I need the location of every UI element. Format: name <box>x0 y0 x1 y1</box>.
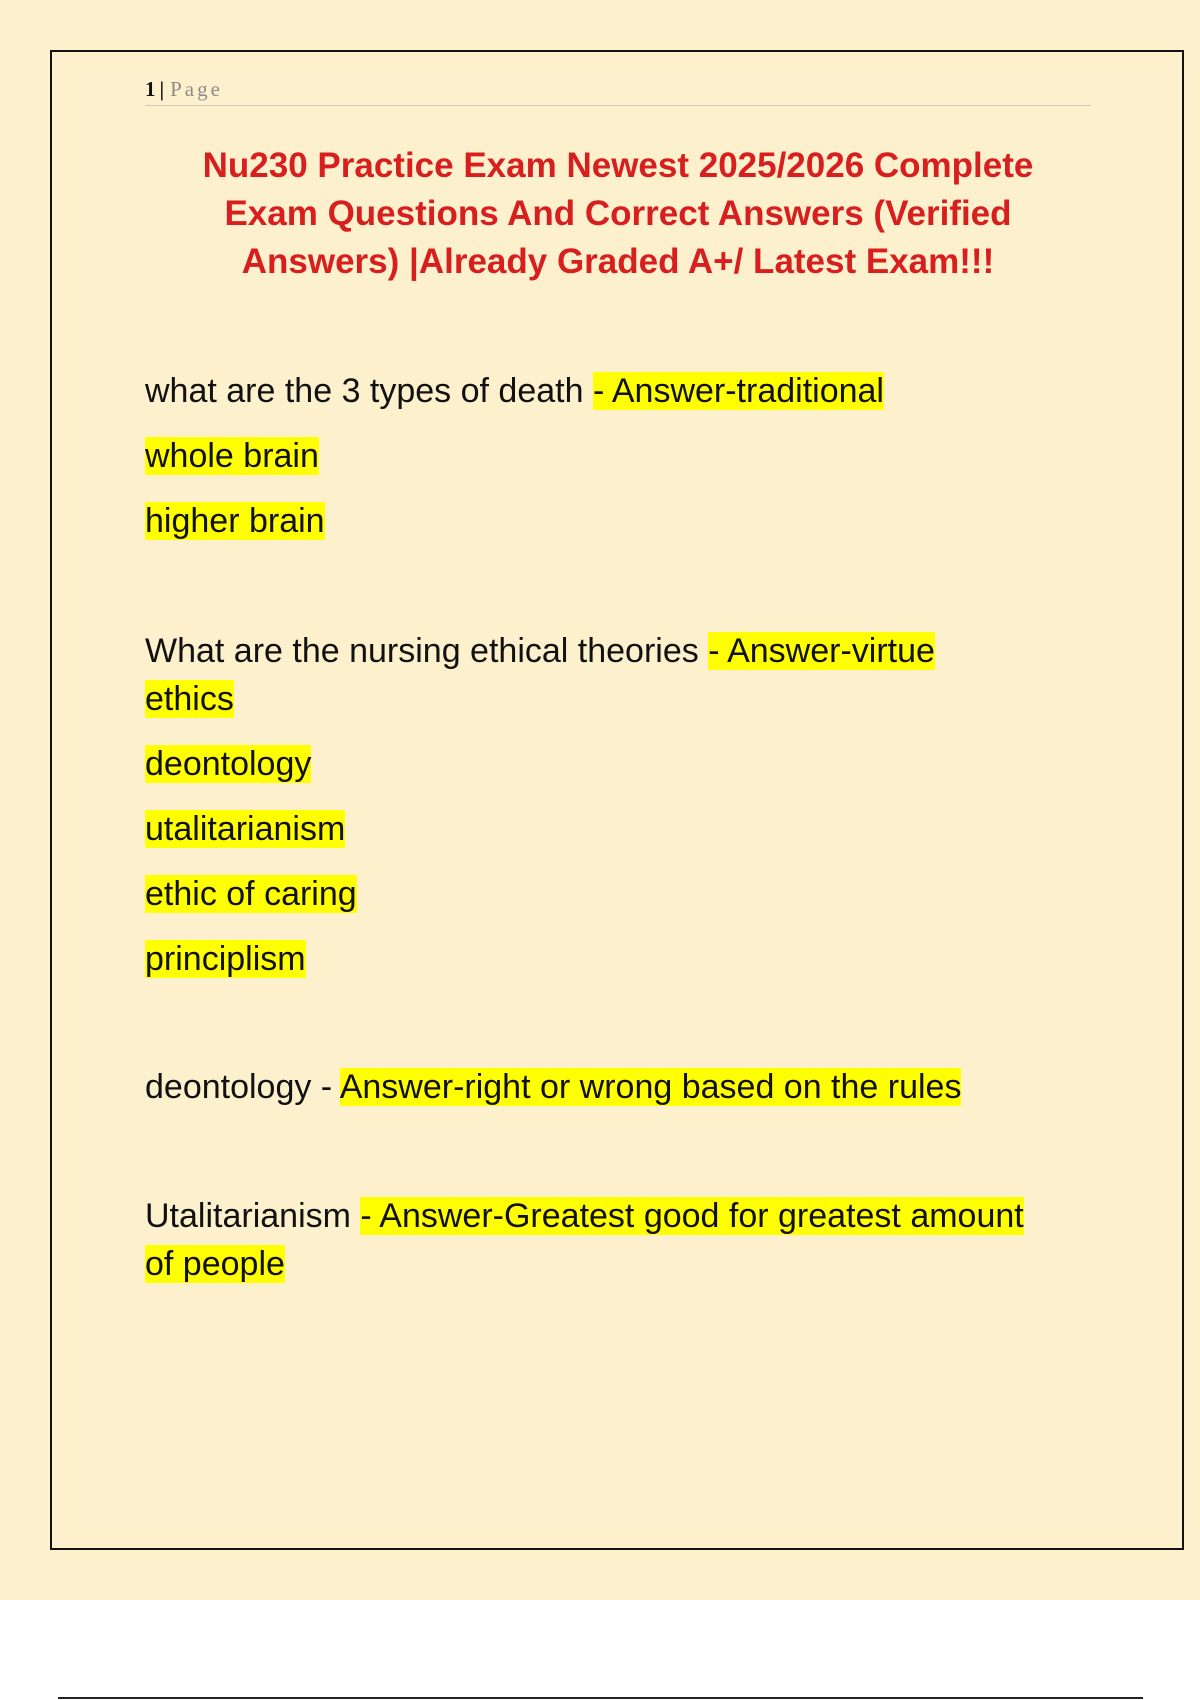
answer-item: ethic of caring <box>145 875 357 913</box>
page-number: 1 <box>145 77 156 101</box>
qa-item-types-of-death <box>145 367 1085 562</box>
page-separator: | <box>159 77 165 101</box>
answer-item: higher brain <box>145 502 325 540</box>
document-title <box>145 142 1091 286</box>
page-label: Page <box>170 77 223 101</box>
qa-item-ethical-theories <box>145 627 1085 1000</box>
answer-text: - Answer-traditional <box>592 372 884 410</box>
page-header <box>145 73 1091 106</box>
answer-text: Answer-right or wrong based on the rules <box>339 1068 962 1106</box>
bottom-divider <box>58 1697 1143 1699</box>
answer-line <box>145 870 1085 918</box>
answer-line <box>145 497 1085 545</box>
question-line <box>145 367 1085 415</box>
answer-continuation-line <box>145 1240 1085 1288</box>
answer-item: whole brain <box>145 437 319 475</box>
question-line <box>145 627 1085 675</box>
question-line <box>145 1192 1085 1240</box>
answer-line <box>145 432 1085 480</box>
qa-item-deontology <box>145 1063 1085 1128</box>
answer-continuation-line <box>145 675 1085 723</box>
answer-line <box>145 935 1085 983</box>
answer-item: deontology <box>145 745 312 783</box>
question-line <box>145 1063 1085 1111</box>
qa-item-utalitarianism <box>145 1192 1085 1305</box>
title-line-1: Nu230 Practice Exam Newest 2025/2026 Complete <box>202 146 1034 185</box>
answer-text: - Answer-virtue <box>708 632 935 670</box>
question-text: Utalitarianism <box>145 1197 361 1235</box>
answer-text: - Answer-Greatest good for greatest amount <box>360 1197 1024 1235</box>
answer-continuation: ethics <box>145 680 234 718</box>
question-text: What are the nursing ethical theories <box>145 632 709 670</box>
answer-continuation: of people <box>145 1245 285 1283</box>
title-line-3: Answers) |Already Graded A+/ Latest Exam!!! <box>241 242 995 281</box>
title-line-2: Exam Questions And Correct Answers (Verified <box>224 194 1012 233</box>
answer-item: utalitarianism <box>145 810 346 848</box>
question-text: deontology - <box>145 1068 340 1106</box>
question-text: what are the 3 types of death <box>145 372 593 410</box>
answer-line <box>145 740 1085 788</box>
answer-line <box>145 805 1085 853</box>
answer-item: principlism <box>145 940 306 978</box>
